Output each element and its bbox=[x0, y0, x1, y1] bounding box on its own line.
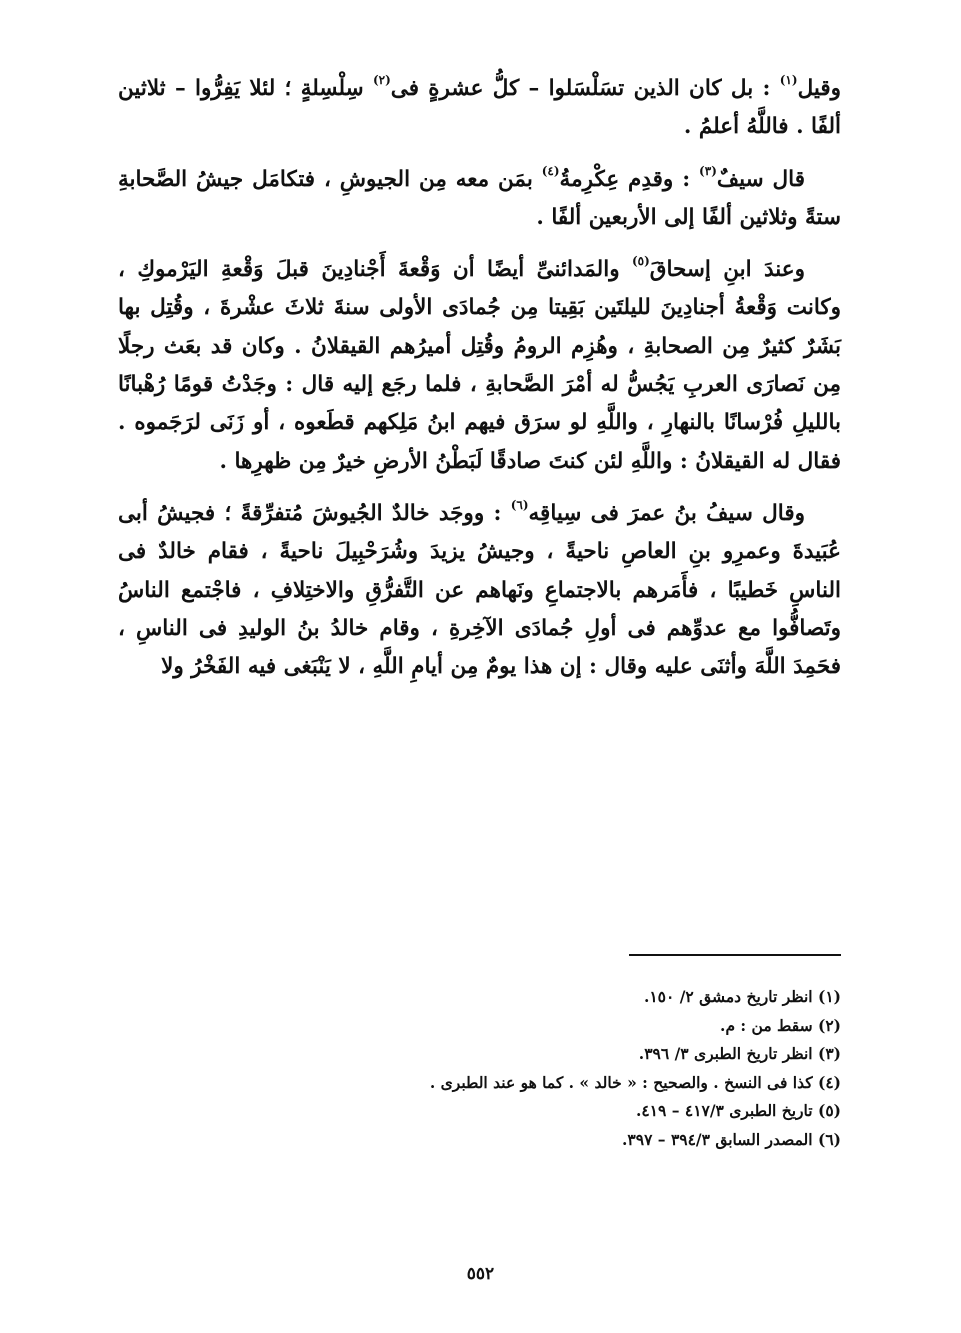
footnote-marker: (٣) bbox=[699, 163, 717, 178]
text-segment: وقال سيفُ بنُ عمرَ فى سِياقِه bbox=[528, 500, 805, 526]
text-segment: وقيل bbox=[797, 76, 841, 101]
text-segment: والمَدائنىِّ أيضًا أن وَقْعةَ أَجْنادِينَ قبلَ وَقْعةِ اليَرْموكِ ، وكانت وَقْعةُ أجنادِينَ لليلتَين بَقِيتا مِن جُمادَى الأولى سنةَ ثلاثَ عشْرةَ ، وقُتِل بها بَشَرٌ كثيرٌ مِن الصحابةِ ، وهُزِم الرومُ وقُتِل أميرُهم القيقلانُ . وكان قد بعَث رجلًا مِن نَصارَى العربِ يَجُسُّ له أمْرَ الصَّحابةِ ، فلما رجَع إليه قال : وجَدْتُ قومًا رُهْبانًا بالليلِ فُرْسانًا بالنهارِ ، واللَّهِ لو سرَق فيهم ابنُ مَلِكهم قطَعوه ، أو زَنَى لرَجَموه . فقال له القيقلانُ : واللَّهِ لئن كنتَ صادقًا لَبَطْنُ الأرضِ خيرٌ مِن ظهرِها . bbox=[118, 257, 841, 474]
text-segment: وعندَ ابنِ إسحاقَ bbox=[649, 257, 805, 283]
footnote: (٥) تاريخ الطبرى ٤١٧/٣ – ٤١٩. bbox=[635, 1101, 841, 1120]
page-number: ٥٥٢ bbox=[466, 1264, 495, 1284]
footnote-marker: (٦) bbox=[510, 497, 529, 512]
footnote-separator bbox=[629, 954, 841, 956]
footnote: (٢) سقط من : م. bbox=[720, 1015, 841, 1035]
footnotes-section bbox=[118, 983, 841, 1154]
footnote-marker: (٢) bbox=[372, 73, 391, 87]
main-text bbox=[118, 70, 841, 700]
footnote: (٦) المصدر السابق ٣٩٤/٣ – ٣٩٧. bbox=[622, 1129, 841, 1149]
paragraph bbox=[118, 495, 841, 686]
footnote: (٤) كذا فى النسخ . والصحيح : « خالد » . كما هو عند الطبرى . bbox=[429, 1072, 841, 1092]
text-segment: بمَن معه مِن الجيوشِ ، فتكامَل جيشُ الصَّحابةِ ستةً وثلاثين ألفًا إلى الأربعين ألفًا . bbox=[118, 166, 841, 230]
paragraph bbox=[118, 70, 841, 147]
text-segment: قال سيفٌ bbox=[716, 166, 805, 192]
footnote-marker: (١) bbox=[779, 73, 798, 87]
paragraph bbox=[118, 251, 841, 481]
footnote: (١) انظر تاريخ دمشق ٢/ ١٥٠. bbox=[643, 987, 841, 1006]
text-segment: : بل كان الذين تسَلْسَلوا – كلُّ عشرةٍ فى bbox=[390, 76, 780, 101]
text-segment: : وقدِم عِكْرِمةُ bbox=[559, 166, 700, 192]
paragraph bbox=[118, 161, 841, 238]
footnote: (٣) انظر تاريخ الطبرى ٣/ ٣٩٦. bbox=[638, 1044, 841, 1063]
text-segment: سِلْسِلةٍ ؛ لئلا يَفِرُّوا – ثلاثين ألفًا . فاللَّهُ أعلمُ . bbox=[118, 76, 841, 140]
footnote-marker: (٥) bbox=[631, 254, 650, 269]
text-segment: : ووجَد خالدٌ الجُيوشَ مُتفرِّقةً ؛ فجيشُ أبى عُبَيدةَ وعمرِو بنِ العاصِ ناحيةً ، وجيشُ يزيدَ وشُرَحْبِيلَ ناحيةً ، فقام خالدٌ فى الناسِ خَطيبًا ، فأَمَرهم بالاجتماعِ ونَهاهم عن التَّفرُّقِ والاختِلافِ ، فاجْتمع الناسُ وتَصافُّوا مع عدوِّهم فى أولِ جُمادَى الآخِرةِ ، وقام خالدُ بنُ الوليدِ فى الناسِ ، فحَمِدَ اللَّهَ وأثنَى عليه وقال : إن هذا يومٌ مِن أيامِ اللَّهِ ، لا يَنْبَغى فيه الفَخْرُ ولا bbox=[118, 500, 841, 680]
footnote-marker: (٤) bbox=[541, 163, 560, 178]
